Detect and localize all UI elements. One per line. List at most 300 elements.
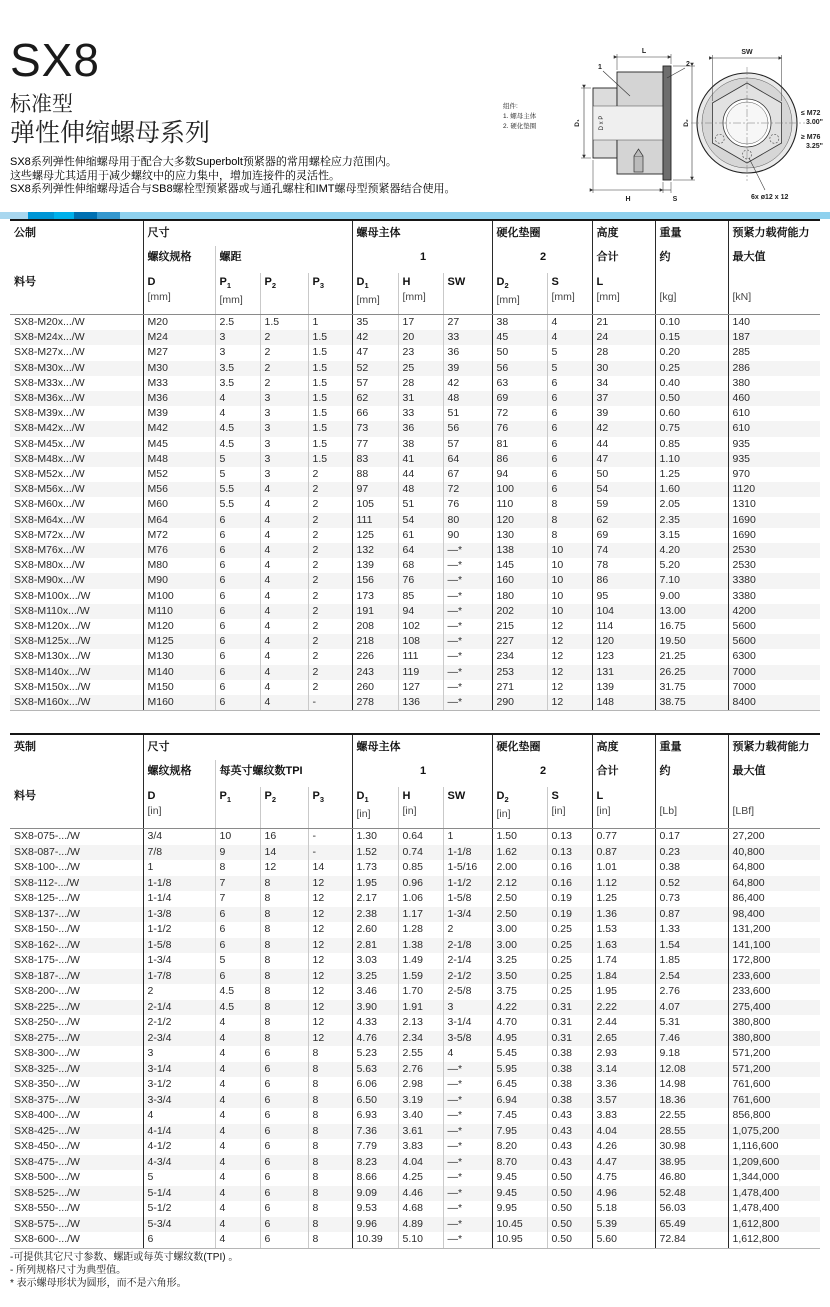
table-row (10, 1186, 820, 1202)
table-row (10, 497, 820, 512)
value-cell: 1.60 (655, 482, 728, 497)
table-row (10, 604, 820, 619)
value-cell: 233,600 (728, 969, 820, 985)
brand-bar (0, 212, 830, 219)
value-cell: 6 (547, 437, 592, 452)
dim-s-label: S (672, 196, 678, 203)
table-row (10, 482, 820, 497)
value-cell: 12 (308, 938, 352, 954)
value-cell: 6 (547, 467, 592, 482)
value-cell: 0.13 (547, 845, 592, 861)
value-cell: 4 (260, 543, 308, 558)
value-cell: 69 (592, 528, 655, 543)
value-cell: 1.63 (592, 938, 655, 954)
value-cell: 5 (215, 953, 260, 969)
value-cell: 3.5 (215, 376, 260, 391)
value-cell: —* (443, 1155, 492, 1171)
table-row (10, 452, 820, 467)
brand-bar-segment (74, 212, 97, 219)
value-cell: 4 (215, 391, 260, 406)
value-cell: 100 (492, 482, 547, 497)
height-sub-label: 合计 (592, 760, 655, 787)
value-cell: 0.15 (655, 330, 728, 345)
value-cell: 34 (592, 376, 655, 391)
value-cell: 8 (260, 907, 308, 923)
value-cell: 3-1/4 (443, 1015, 492, 1031)
value-cell: 1.50 (492, 829, 547, 845)
part-number-cell: SX8-M42x.../W (14, 422, 85, 435)
part-number-cell: SX8-M100x.../W (14, 589, 91, 602)
part-number-cell: SX8-M110x.../W (14, 604, 90, 617)
value-cell: 4 (215, 1124, 260, 1140)
value-cell: 6 (215, 528, 260, 543)
value-cell: 1.53 (592, 922, 655, 938)
table-row (10, 528, 820, 543)
description-line: SX8系列弹性伸缩螺母用于配合大多数Superbolt预紧器的常用螺栓应力范围内。 (10, 156, 397, 168)
value-cell: 76 (492, 421, 547, 436)
value-cell: 1,478,400 (728, 1186, 820, 1202)
value-cell: 6 (260, 1232, 308, 1248)
value-cell: 1-5/8 (143, 938, 215, 954)
value-cell: 2.76 (655, 984, 728, 1000)
value-cell: 0.43 (547, 1155, 592, 1171)
value-cell: 26.25 (655, 665, 728, 680)
table-row (10, 513, 820, 528)
value-cell: 51 (443, 406, 492, 421)
value-cell: 2-1/4 (443, 953, 492, 969)
value-cell: 2-1/2 (443, 969, 492, 985)
value-cell: 2.81 (352, 938, 398, 954)
value-cell: 6 (547, 421, 592, 436)
value-cell: 8 (260, 922, 308, 938)
value-cell: —* (443, 604, 492, 619)
value-cell: 6 (215, 558, 260, 573)
dim-dxp-label: D x P (599, 115, 605, 131)
value-cell: 12 (547, 695, 592, 711)
value-cell: 610 (728, 421, 820, 436)
value-cell: 191 (352, 604, 398, 619)
value-cell: 21 (592, 315, 655, 331)
value-cell: 0.25 (547, 922, 592, 938)
value-cell: 1-1/2 (443, 876, 492, 892)
table-row (10, 984, 820, 1000)
value-cell: 0.25 (655, 361, 728, 376)
preload-group-label: 预紧力载荷能力 (728, 734, 820, 760)
description (10, 156, 490, 197)
value-cell: 1.5 (308, 391, 352, 406)
value-cell: M80 (143, 558, 215, 573)
value-cell: 0.75 (655, 421, 728, 436)
value-cell: 50 (592, 467, 655, 482)
part-number-cell: SX8-425-.../W (14, 1124, 80, 1137)
washer-group-label: 硬化垫圈 (492, 220, 592, 246)
value-cell: 73 (352, 421, 398, 436)
value-cell: 460 (728, 391, 820, 406)
value-cell: 2 (308, 573, 352, 588)
thread-size-notes (801, 110, 823, 150)
value-cell: 4 (260, 482, 308, 497)
height-group-label: 高度 (592, 734, 655, 760)
table-row (10, 467, 820, 482)
value-cell: 0.64 (398, 829, 443, 845)
part-number-header: 料号 (10, 787, 143, 829)
value-cell: 1.5 (308, 452, 352, 467)
value-cell: 1-1/8 (443, 845, 492, 861)
part-number-cell: SX8-M125x.../W (14, 635, 91, 648)
value-cell: 0.50 (547, 1201, 592, 1217)
value-cell: 72 (492, 406, 547, 421)
value-cell: 9.45 (492, 1170, 547, 1186)
value-cell: 110 (492, 497, 547, 512)
value-cell: 6 (260, 1124, 308, 1140)
part-number-cell: SX8-M56x.../W (14, 483, 85, 496)
table-row (10, 1093, 820, 1109)
value-cell: 1-1/2 (143, 922, 215, 938)
table-row (10, 665, 820, 680)
part-number-cell: SX8-175-.../W (14, 954, 80, 966)
value-cell: 4.46 (398, 1186, 443, 1202)
value-cell: —* (443, 558, 492, 573)
value-cell: 3.03 (352, 953, 398, 969)
value-cell: 9 (215, 845, 260, 861)
value-cell: 1 (143, 860, 215, 876)
value-cell: 14 (308, 860, 352, 876)
value-cell: 4.5 (215, 421, 260, 436)
value-cell: 0.38 (547, 1062, 592, 1078)
value-cell: 13.00 (655, 604, 728, 619)
column-header: [LBf] (728, 787, 820, 829)
value-cell: 2.13 (398, 1015, 443, 1031)
brand-bar-segment (28, 212, 54, 219)
part-number-cell: SX8-087-.../W (14, 845, 80, 858)
value-cell: 2.76 (398, 1062, 443, 1078)
value-cell: 9.09 (352, 1186, 398, 1202)
value-cell: 0.38 (547, 1046, 592, 1062)
pitch-label: 每英寸螺纹数TPI (215, 760, 352, 787)
value-cell: 2 (143, 984, 215, 1000)
value-cell: 0.38 (547, 1077, 592, 1093)
value-cell: 28 (592, 345, 655, 360)
value-cell: 0.16 (547, 876, 592, 892)
value-cell: 8 (308, 1124, 352, 1140)
value-cell: 5.20 (655, 558, 728, 573)
value-cell: 4.89 (398, 1217, 443, 1233)
value-cell: 3.25 (352, 969, 398, 985)
part-number-cell: SX8-M30x.../W (14, 361, 85, 374)
value-cell: 8 (308, 1139, 352, 1155)
value-cell: 130 (492, 528, 547, 543)
value-cell: 2 (308, 513, 352, 528)
value-cell: 90 (443, 528, 492, 543)
value-cell: 56.03 (655, 1201, 728, 1217)
value-cell: 4 (215, 1139, 260, 1155)
value-cell: 7000 (728, 680, 820, 695)
value-cell: 1.06 (398, 891, 443, 907)
technical-drawing (495, 28, 830, 215)
value-cell: 571,200 (728, 1062, 820, 1078)
part-number-cell: SX8-525-.../W (14, 1186, 80, 1199)
value-cell: 8400 (728, 695, 820, 711)
value-cell: 2.50 (492, 891, 547, 907)
value-cell: 131,200 (728, 922, 820, 938)
table-row (10, 907, 820, 923)
value-cell: 3.90 (352, 1000, 398, 1016)
value-cell: M64 (143, 513, 215, 528)
column-header: L [in] (592, 787, 655, 829)
table-row (10, 1217, 820, 1233)
value-cell: 4 (547, 330, 592, 345)
value-cell: 2.22 (592, 1000, 655, 1016)
value-cell: 4-1/2 (143, 1139, 215, 1155)
column-header: [kN] (728, 273, 820, 315)
value-cell: 1.5 (308, 361, 352, 376)
value-cell: M42 (143, 421, 215, 436)
value-cell: 4.07 (655, 1000, 728, 1016)
value-cell: 2 (308, 497, 352, 512)
value-cell: 8 (260, 876, 308, 892)
value-cell: 4 (215, 1046, 260, 1062)
value-cell: 8.23 (352, 1155, 398, 1171)
part-number-cell: SX8-M20x.../W (14, 316, 85, 328)
value-cell: 1.10 (655, 452, 728, 467)
table-row (10, 543, 820, 558)
value-cell: 61 (398, 528, 443, 543)
value-cell: 2.54 (655, 969, 728, 985)
value-cell: 12 (308, 1000, 352, 1016)
value-cell: 3/4 (143, 829, 215, 845)
value-cell: 6 (215, 589, 260, 604)
value-cell: 27 (443, 315, 492, 331)
value-cell: 3380 (728, 589, 820, 604)
value-cell: 3 (260, 391, 308, 406)
table-row (10, 1031, 820, 1047)
value-cell: 5-1/4 (143, 1186, 215, 1202)
value-cell: 0.13 (547, 829, 592, 845)
column-header: [Lb] (655, 787, 728, 829)
value-cell: 5.5 (215, 482, 260, 497)
table-header (10, 734, 820, 829)
value-cell: 0.25 (547, 953, 592, 969)
value-cell: 10 (547, 573, 592, 588)
value-cell: 41 (398, 452, 443, 467)
value-cell: 111 (352, 513, 398, 528)
part-number-cell: SX8-M33x.../W (14, 376, 85, 389)
value-cell: 81 (492, 437, 547, 452)
value-cell: —* (443, 1186, 492, 1202)
part-number-cell: SX8-450-.../W (14, 1140, 80, 1152)
value-cell: —* (443, 1170, 492, 1186)
value-cell: 1.84 (592, 969, 655, 985)
value-cell: 285 (728, 345, 820, 360)
value-cell: 6 (215, 907, 260, 923)
value-cell: 1,612,800 (728, 1217, 820, 1233)
value-cell: —* (443, 619, 492, 634)
value-cell: 2-1/8 (443, 938, 492, 954)
value-cell: 8 (547, 497, 592, 512)
part-number-cell: SX8-M48x.../W (14, 452, 85, 465)
value-cell: 1,478,400 (728, 1201, 820, 1217)
value-cell: 62 (352, 391, 398, 406)
value-cell: 16.75 (655, 619, 728, 634)
value-cell: 5 (215, 467, 260, 482)
value-cell: 6.93 (352, 1108, 398, 1124)
spec-table (10, 219, 820, 711)
value-cell: 140 (728, 315, 820, 331)
table-row (10, 573, 820, 588)
value-cell: —* (443, 634, 492, 649)
value-cell: 5-1/2 (143, 1201, 215, 1217)
value-cell: 3 (260, 437, 308, 452)
value-cell: 6 (260, 1077, 308, 1093)
value-cell: 2 (308, 528, 352, 543)
weight-sub-label: 约 (655, 760, 728, 787)
value-cell: 4 (260, 634, 308, 649)
table-row (10, 391, 820, 406)
table-row (10, 1108, 820, 1124)
value-cell: M52 (143, 467, 215, 482)
value-cell: 1.73 (352, 860, 398, 876)
value-cell: 7.36 (352, 1124, 398, 1140)
value-cell: 2.17 (352, 891, 398, 907)
value-cell: 3.19 (398, 1093, 443, 1109)
part-number-cell: SX8-550-.../W (14, 1202, 80, 1214)
value-cell: 5.5 (215, 497, 260, 512)
value-cell: 4-1/4 (143, 1124, 215, 1140)
value-cell: 1.95 (592, 984, 655, 1000)
table-row (10, 619, 820, 634)
value-cell: 0.50 (547, 1186, 592, 1202)
value-cell: 278 (352, 695, 398, 711)
value-cell: 4.47 (592, 1155, 655, 1171)
table-row (10, 361, 820, 376)
preload-group-label: 预紧力载荷能力 (728, 220, 820, 246)
value-cell: 125 (352, 528, 398, 543)
value-cell: —* (443, 680, 492, 695)
value-cell: 8 (308, 1093, 352, 1109)
value-cell: 3.15 (655, 528, 728, 543)
value-cell: 27,200 (728, 829, 820, 845)
value-cell: 104 (592, 604, 655, 619)
value-cell: 5 (547, 345, 592, 360)
value-cell: 173 (352, 589, 398, 604)
description-line: 这些螺母尤其适用于减少螺纹中的应力集中，增加连接件的灵活性。 (10, 169, 340, 182)
part-number-cell: SX8-M60x.../W (14, 498, 85, 511)
value-cell: 3.83 (398, 1139, 443, 1155)
value-cell: M45 (143, 437, 215, 452)
value-cell: 8 (260, 1031, 308, 1047)
value-cell: 10.39 (352, 1232, 398, 1248)
value-cell: M160 (143, 695, 215, 711)
value-cell: 1.91 (398, 1000, 443, 1016)
table-row (10, 969, 820, 985)
value-cell: 31.75 (655, 680, 728, 695)
value-cell: 80 (443, 513, 492, 528)
value-cell: 1.25 (592, 891, 655, 907)
value-cell: 8 (308, 1217, 352, 1233)
value-cell: 38 (398, 437, 443, 452)
value-cell: 6 (215, 543, 260, 558)
table-row (10, 829, 820, 845)
value-cell: M140 (143, 665, 215, 680)
value-cell: 6 (260, 1170, 308, 1186)
page-subtitle-type: 标准型 (10, 93, 73, 116)
unit-system-label: 公制 (14, 227, 36, 239)
column-header: H [in] (398, 787, 443, 829)
components-title: 组件: (503, 103, 518, 110)
value-cell: —* (443, 1139, 492, 1155)
value-cell: M60 (143, 497, 215, 512)
dim-sw-label: SW (741, 49, 753, 56)
value-cell: 1.62 (492, 845, 547, 861)
table-header (10, 220, 820, 315)
value-cell: 5 (215, 452, 260, 467)
value-cell: 2 (308, 680, 352, 695)
value-cell: 56 (492, 361, 547, 376)
value-cell: 132 (352, 543, 398, 558)
value-cell: 6 (215, 695, 260, 711)
value-cell: 19.50 (655, 634, 728, 649)
value-cell: 0.17 (655, 829, 728, 845)
value-cell: 2.12 (492, 876, 547, 892)
value-cell: 1 (308, 315, 352, 331)
dim-d1-label: D₁ (574, 119, 581, 127)
value-cell: 66 (352, 406, 398, 421)
part-number-cell: SX8-M160x.../W (10, 695, 143, 711)
part-number-cell: SX8-250-.../W (14, 1016, 80, 1028)
value-cell: 6 (215, 922, 260, 938)
value-cell: 12 (308, 922, 352, 938)
value-cell: 4200 (728, 604, 820, 619)
value-cell: 50 (492, 345, 547, 360)
value-cell: 12 (547, 665, 592, 680)
value-cell: 6 (260, 1155, 308, 1171)
value-cell: 215 (492, 619, 547, 634)
dimensions-group-label: 尺寸 (143, 734, 352, 760)
value-cell: 3.50 (492, 969, 547, 985)
pitch-label: 螺距 (215, 246, 352, 273)
value-cell: 1.95 (352, 876, 398, 892)
value-cell: 8 (308, 1170, 352, 1186)
value-cell: 6 (547, 482, 592, 497)
value-cell: 0.85 (398, 860, 443, 876)
value-cell: 12 (308, 876, 352, 892)
value-cell: —* (443, 1201, 492, 1217)
value-cell: 6 (143, 1232, 215, 1248)
value-cell: 290 (492, 695, 547, 711)
value-cell: 2 (260, 361, 308, 376)
brand-bar-segment (120, 212, 830, 219)
part-number-cell: SX8-162-.../W (14, 938, 80, 951)
value-cell: 4 (260, 695, 308, 711)
value-cell: 6 (215, 604, 260, 619)
value-cell: 57 (352, 376, 398, 391)
value-cell: 2.60 (352, 922, 398, 938)
value-cell: 6.45 (492, 1077, 547, 1093)
value-cell: 0.87 (655, 907, 728, 923)
column-header: D [mm] (143, 273, 215, 315)
value-cell: 36 (398, 421, 443, 436)
value-cell: 3.36 (592, 1077, 655, 1093)
part-number-cell: SX8-112-.../W (14, 876, 80, 889)
nut-body-number: 1 (352, 760, 492, 787)
value-cell: 3.46 (352, 984, 398, 1000)
table-row (10, 558, 820, 573)
part-number-cell: SX8-M27x.../W (14, 346, 85, 359)
value-cell: M48 (143, 452, 215, 467)
preload-sub-label: 最大值 (728, 760, 820, 787)
value-cell: 86 (592, 573, 655, 588)
part-number-cell: SX8-350-.../W (14, 1078, 80, 1090)
